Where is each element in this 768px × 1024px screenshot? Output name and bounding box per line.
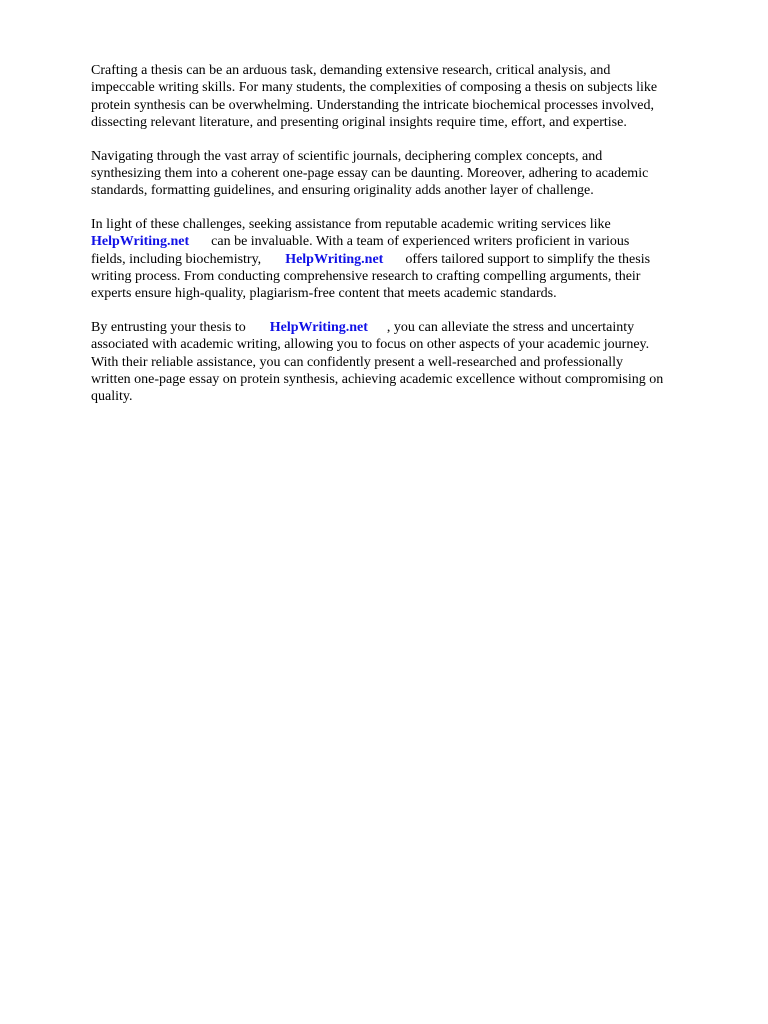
paragraph-4-line-1 [91,319,731,336]
paragraph-4-line-4: written one-page essay on protein synthesis, achieving academic excellence without compromising on [91,371,664,387]
paragraph-1-line-4: dissecting relevant literature, and presenting original insights require time, effort, and expertise. [91,114,627,130]
paragraph-1-line-3: protein synthesis can be overwhelming. Understanding the intricate biochemical processes involved, [91,97,654,113]
paragraph-4 [91,319,731,405]
paragraph-2-line-3: standards, formatting guidelines, and ensuring originality adds another layer of challenge. [91,183,594,199]
paragraph-2 [91,148,731,200]
paragraph-3-line-1: In light of these challenges, seeking assistance from reputable academic writing services like [91,217,611,233]
paragraph-2-line-2: synthesizing them into a coherent one-page essay can be daunting. Moreover, adhering to academic [91,165,649,181]
paragraph-4-line-1-text-after: , you can alleviate the stress and uncertainty [386,320,635,336]
paragraph-3-line-4: writing process. From conducting comprehensive research to crafting compelling arguments, their [91,268,641,284]
paragraph-3-line-2 [91,233,731,250]
paragraph-2-line-1: Navigating through the vast array of scientific journals, deciphering complex concepts, and [91,148,603,164]
helpwriting-link-1[interactable]: HelpWriting.net [91,234,190,250]
paragraph-3-line-3 [91,251,731,268]
paragraph-4-line-3: With their reliable assistance, you can confidently present a well-researched and professionally [91,354,624,370]
paragraph-4-line-5: quality. [91,389,133,405]
document-body [91,62,731,422]
paragraph-1-line-2: impeccable writing skills. For many students, the complexities of composing a thesis on subjects like [91,80,658,96]
paragraph-4-line-2: associated with academic writing, allowing you to focus on other aspects of your academic journey. [91,337,650,353]
paragraph-4-line-1-text-before: By entrusting your thesis to [91,320,246,336]
helpwriting-link-2[interactable]: HelpWriting.net [285,251,384,267]
paragraph-1 [91,62,731,131]
paragraph-3-line-3-text-before: fields, including biochemistry, [91,251,262,267]
paragraph-3-line-3-text-after: offers tailored support to simplify the thesis [405,251,651,267]
paragraph-3 [91,216,731,302]
helpwriting-link-3[interactable]: HelpWriting.net [269,320,368,336]
paragraph-3-line-2-text: can be invaluable. With a team of experienced writers proficient in various [211,234,630,250]
paragraph-1-line-1: Crafting a thesis can be an arduous task, demanding extensive research, critical analysis, and [91,63,611,78]
paragraph-3-line-5: experts ensure high-quality, plagiarism-free content that meets academic standards. [91,286,557,302]
